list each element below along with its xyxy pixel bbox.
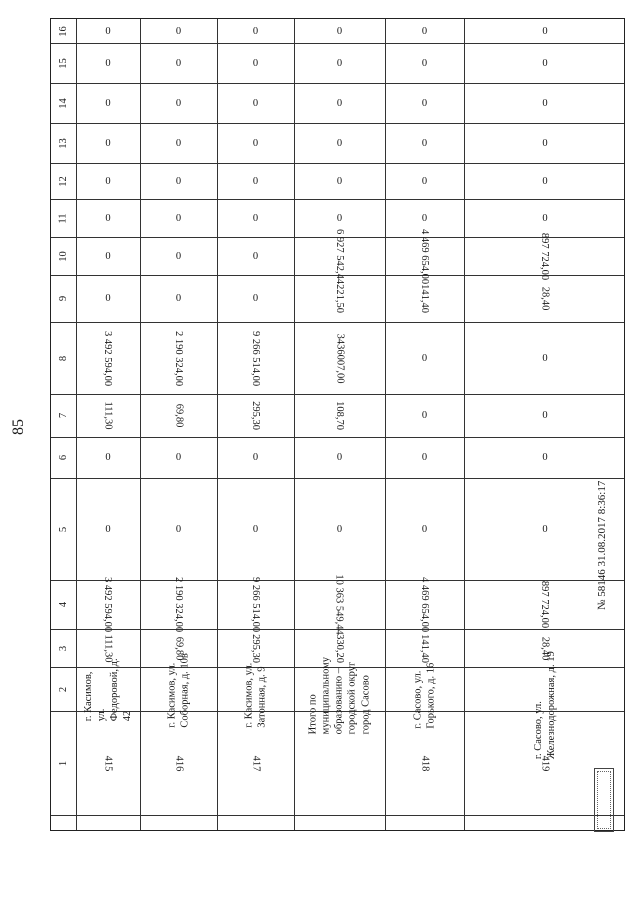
table-cell: [464, 123, 626, 163]
cell-value: 897 724,00: [539, 232, 551, 280]
table-cell: [294, 123, 385, 163]
column-number-label: 5: [58, 526, 69, 532]
cell-value: 9 266 514,00: [250, 576, 261, 633]
column-number-label: 16: [58, 25, 69, 37]
data-table: [50, 18, 625, 831]
cell-value: 0: [421, 352, 428, 364]
column-number-header: [51, 199, 76, 237]
cell-value: 141,40: [419, 633, 430, 663]
column-number-label: 8: [58, 355, 69, 361]
cell-value: 0: [105, 250, 111, 262]
cell-value: 0: [336, 97, 343, 109]
table-cell: [385, 163, 464, 199]
table-cell: [140, 576, 217, 633]
table-cell: [76, 711, 140, 815]
table-cell: [76, 199, 140, 237]
column-number-label: 13: [58, 137, 69, 149]
table-cell: [140, 163, 217, 199]
table-cell: [140, 199, 217, 237]
cell-value: 0: [252, 25, 259, 37]
cell-value: 0: [421, 523, 428, 535]
table-column-divider: [51, 815, 624, 816]
cell-value: 0: [421, 410, 428, 421]
table-cell: [385, 322, 464, 394]
cell-value: 6 927 542,44: [334, 228, 345, 284]
cell-value: 4 469 654,00: [419, 228, 430, 284]
cell-value: 0: [252, 212, 259, 224]
cell-value: 0: [105, 97, 111, 109]
table-cell: [76, 275, 140, 322]
table-cell: [76, 123, 140, 163]
table-cell: [140, 123, 217, 163]
cell-value: 0: [175, 523, 182, 535]
cell-value: 0: [421, 25, 428, 37]
column-number-label: 4: [58, 601, 69, 608]
table-cell: [294, 437, 385, 478]
table-cell: [464, 394, 626, 437]
table-cell: [76, 478, 140, 580]
table-cell: [217, 576, 294, 633]
table-cell: [294, 574, 385, 635]
cell-value: 0: [175, 25, 182, 37]
table-cell: [217, 199, 294, 237]
cell-value: 0: [105, 175, 111, 187]
column-number-label: 10: [58, 250, 69, 262]
cell-value: 0: [105, 523, 111, 535]
cell-value: 221,50: [334, 284, 345, 313]
table-cell: [294, 83, 385, 123]
cell-value: 0: [252, 293, 259, 304]
cell-value: 0: [421, 137, 428, 149]
address-text: г. Касимов, ул. Затонная, д. 9: [243, 662, 268, 728]
cell-value: 0: [421, 212, 428, 224]
table-cell: [76, 163, 140, 199]
column-number-header: [51, 43, 76, 83]
table-cell: [76, 83, 140, 123]
table-cell: [385, 576, 464, 633]
column-number-label: 9: [58, 295, 69, 302]
table-cell: [464, 651, 626, 759]
table-cell: [140, 43, 217, 83]
cell-value: 0: [336, 25, 343, 37]
cell-value: 69,80: [173, 403, 184, 428]
table-cell: [385, 478, 464, 580]
table-cell: [294, 19, 385, 43]
table-cell: [385, 228, 464, 284]
cell-value: 0: [252, 57, 259, 69]
cell-value: 0: [105, 212, 111, 224]
cell-value: 0: [336, 57, 343, 69]
table-cell: [217, 163, 294, 199]
table-cell: [76, 43, 140, 83]
table-cell: [385, 123, 464, 163]
table-cell: [464, 19, 626, 43]
table-cell: [217, 237, 294, 275]
table-cell: [294, 228, 385, 284]
cell-value: 0: [336, 452, 343, 463]
table-cell: [140, 394, 217, 437]
cell-value: 897 724,00: [539, 580, 551, 629]
column-number-label: 15: [58, 57, 69, 69]
table-cell: [294, 657, 385, 735]
table-cell: [140, 19, 217, 43]
table-cell: [76, 19, 140, 43]
table-cell: [217, 322, 294, 394]
column-number-header: [51, 237, 76, 275]
table-cell: [385, 394, 464, 437]
cell-value: 0: [175, 250, 182, 262]
table-cell: [76, 394, 140, 437]
column-number-label: 7: [58, 412, 69, 419]
cell-value: 0: [105, 25, 111, 37]
cell-value: 418: [419, 755, 430, 771]
cell-value: 141,40: [419, 284, 430, 313]
table-cell: [217, 19, 294, 43]
cell-value: 0: [542, 57, 548, 69]
address-text: Итого по муниципальному образованию – городской округ город Сасово: [307, 657, 372, 735]
cell-value: 0: [542, 212, 548, 224]
table-cell: [294, 322, 385, 394]
cell-value: 0: [175, 137, 182, 149]
table-cell: [294, 394, 385, 437]
table-cell: [385, 275, 464, 322]
table-cell: [217, 711, 294, 815]
table-cell: [76, 658, 140, 721]
cell-value: 2 190 324,00: [173, 576, 184, 633]
table-cell: [140, 322, 217, 394]
cell-value: 0: [542, 137, 548, 149]
cell-value: 0: [542, 523, 548, 535]
cell-value: 0: [105, 293, 111, 304]
cell-value: 9 266 514,00: [250, 330, 261, 386]
cell-value: 0: [175, 57, 182, 69]
column-number-label: 12: [58, 175, 69, 187]
cell-value: 0: [175, 175, 182, 187]
table-cell: [385, 19, 464, 43]
cell-value: 0: [252, 97, 259, 109]
table-cell: [140, 237, 217, 275]
table-cell: [76, 237, 140, 275]
cell-value: 0: [105, 137, 111, 149]
table-cell: [385, 711, 464, 815]
table-cell: [217, 83, 294, 123]
table-cell: [464, 163, 626, 199]
cell-value: 0: [175, 97, 182, 109]
table-cell: [140, 275, 217, 322]
column-number-label: 1: [58, 760, 69, 766]
cell-value: 4 469 654,00: [419, 576, 430, 633]
cell-value: 0: [252, 452, 259, 463]
cell-value: 416: [173, 755, 184, 771]
cell-value: 0: [175, 452, 182, 463]
cell-value: 0: [105, 57, 111, 69]
table-cell: [217, 43, 294, 83]
column-number-header: [51, 83, 76, 123]
table-cell: [294, 275, 385, 322]
registration-stamp: [594, 768, 614, 832]
table-cell: [464, 437, 626, 478]
column-number-header: [51, 437, 76, 478]
table-cell: [76, 437, 140, 478]
column-number-header: [51, 629, 76, 667]
cell-value: 0: [421, 97, 428, 109]
table-cell: [294, 43, 385, 83]
address-text: г. Касимов, ул. Соборная, д. 10в: [166, 652, 191, 728]
cell-value: 0: [336, 137, 343, 149]
cell-value: 0: [542, 452, 548, 463]
column-number-label: 6: [58, 454, 69, 461]
table-cell: [464, 199, 626, 237]
address-text: г. Сасово, ул. Горького, д. 16: [412, 662, 437, 729]
table-cell: [464, 83, 626, 123]
column-number-header: [51, 711, 76, 815]
cell-value: 0: [252, 523, 259, 535]
cell-value: 111,30: [102, 401, 114, 430]
cell-value: 3 492 594,00: [102, 330, 114, 386]
column-number-label: 2: [58, 686, 69, 692]
cell-value: 69,80: [173, 636, 184, 660]
table-cell: [385, 43, 464, 83]
column-number-header: [51, 123, 76, 163]
column-number-header: [51, 580, 76, 629]
table-cell: [140, 478, 217, 580]
table-cell: [385, 83, 464, 123]
table-cell: [464, 322, 626, 394]
table-cell: [217, 123, 294, 163]
table-cell: [140, 711, 217, 815]
table-cell: [217, 437, 294, 478]
cell-value: 0: [336, 523, 343, 535]
table-cell: [217, 394, 294, 437]
cell-value: 2 190 324,00: [173, 330, 184, 386]
table-cell: [385, 437, 464, 478]
column-number-header: [51, 394, 76, 437]
cell-value: 28,40: [539, 286, 551, 311]
column-number-label: 14: [58, 97, 69, 109]
cell-value: 417: [250, 755, 261, 771]
table-cell: [464, 232, 626, 280]
cell-value: 415: [102, 755, 114, 771]
cell-value: 0: [542, 175, 548, 187]
column-number-header: [51, 163, 76, 199]
cell-value: 419: [539, 755, 551, 771]
address-text: г. Касимов, ул. Федоровой, д. 42: [82, 658, 134, 721]
table-cell: [294, 163, 385, 199]
column-number-label: 3: [58, 645, 69, 651]
cell-value: 0: [252, 175, 259, 187]
cell-value: 295,30: [250, 401, 261, 430]
table-cell: [140, 437, 217, 478]
cell-value: 0: [105, 452, 111, 463]
cell-value: 0: [421, 452, 428, 463]
column-number-header: [51, 322, 76, 394]
cell-value: 0: [542, 97, 548, 109]
cell-value: 295,30: [250, 633, 261, 663]
cell-value: 330,20: [334, 633, 345, 663]
column-number-header: [51, 667, 76, 711]
address-text: г. Сасово, ул. Железнодорожная, д. 19: [532, 651, 557, 759]
table-cell: [217, 275, 294, 322]
cell-value: 0: [542, 352, 548, 364]
cell-value: 111,30: [102, 633, 114, 663]
cell-value: 108,70: [334, 401, 345, 430]
table-cell: [464, 275, 626, 322]
cell-value: 0: [252, 250, 259, 262]
cell-value: 0: [252, 137, 259, 149]
cell-value: 0: [336, 212, 343, 224]
column-number-header: [51, 19, 76, 43]
table-cell: [76, 576, 140, 633]
table-cell: [294, 711, 385, 815]
table-cell: [140, 83, 217, 123]
cell-value: 3436007,00: [334, 333, 345, 383]
column-number-header: [51, 275, 76, 322]
cell-value: 0: [175, 293, 182, 304]
cell-value: 0: [542, 25, 548, 37]
cell-value: 3 492 594,00: [102, 576, 114, 633]
column-number-header: [51, 478, 76, 580]
table-cell: [76, 322, 140, 394]
table-cell: [385, 662, 464, 729]
cell-value: 0: [336, 175, 343, 187]
cell-value: 10 363 549,44: [334, 574, 345, 635]
table-cell: [294, 478, 385, 580]
column-number-label: 11: [58, 212, 69, 224]
cell-value: 0: [175, 212, 182, 224]
table-cell: [464, 43, 626, 83]
cell-value: 28,40: [539, 636, 551, 660]
cell-value: 0: [421, 57, 428, 69]
cell-value: 0: [542, 410, 548, 421]
cell-value: 0: [421, 175, 428, 187]
table-cell: [217, 662, 294, 728]
page-number: 85: [10, 419, 27, 435]
table-cell: [217, 478, 294, 580]
document-registration-stamp-text: № 58146 31.08.2017 8:36:17: [596, 480, 608, 610]
table-cell: [140, 652, 217, 728]
